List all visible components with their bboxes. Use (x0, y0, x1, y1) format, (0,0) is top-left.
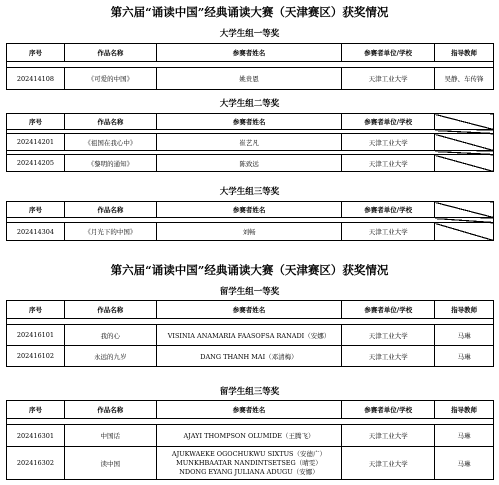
table-row (7, 68, 494, 90)
header-name: 参赛者姓名 (156, 114, 342, 130)
header-id: 序号 (7, 202, 65, 218)
header-work: 作品名称 (64, 301, 156, 319)
cell-teacher-empty (435, 223, 494, 241)
header-teacher: 指导教师 (435, 301, 494, 319)
cell-unit: 天津工业大学 (342, 447, 435, 480)
table-header-row (7, 202, 494, 218)
cell-work: 读中国 (64, 447, 156, 480)
name-line: AJUKWAEKE OGOCHUKWU SIXTUS（安德广） (171, 449, 327, 458)
header-work: 作品名称 (64, 114, 156, 130)
cell-name-multi (156, 447, 342, 480)
cell-work: 中国话 (64, 425, 156, 447)
cell-id: 202414205 (7, 155, 65, 172)
cell-id: 202414304 (7, 223, 65, 241)
group-title-intl-first: 留学生组一等奖 (219, 287, 280, 297)
table-intl-third (6, 400, 494, 480)
header-name: 参赛者姓名 (156, 44, 341, 62)
cell-unit: 天津工业大学 (342, 68, 435, 90)
cell-teacher: 马琳 (435, 425, 494, 447)
cell-teacher: 马琳 (435, 325, 494, 346)
header-teacher: 指导教师 (435, 401, 494, 419)
header-teacher-empty (435, 114, 494, 130)
cell-name: DANG THANH MAI（邓清梅） (156, 346, 342, 367)
table-row (7, 346, 494, 367)
cell-name: VISINIA ANAMARIA FAASOFSA RANADI（安娜） (156, 325, 342, 346)
header-id: 序号 (7, 401, 65, 419)
header-work: 作品名称 (64, 44, 156, 62)
cell-unit: 天津工业大学 (342, 325, 435, 346)
table-college-third (6, 201, 494, 241)
header-name: 参赛者姓名 (156, 301, 342, 319)
header-work: 作品名称 (64, 401, 156, 419)
table-intl-first (6, 300, 494, 367)
header-teacher: 指导教师 (435, 44, 494, 62)
group-title-college-first: 大学生组一等奖 (219, 29, 280, 39)
header-id: 序号 (7, 301, 65, 319)
cell-work: 我的心 (64, 325, 156, 346)
header-name: 参赛者姓名 (156, 202, 342, 218)
cell-id: 202416101 (7, 325, 65, 346)
cell-id: 202416102 (7, 346, 65, 367)
cell-id: 202414201 (7, 134, 65, 151)
header-unit: 参赛者单位/学校 (342, 114, 435, 130)
header-unit: 参赛者单位/学校 (342, 202, 435, 218)
cell-name: 刘畅 (156, 223, 342, 241)
cell-teacher-empty (435, 134, 494, 151)
table-row (7, 425, 494, 447)
cell-id: 202414108 (7, 68, 65, 90)
cell-work: 《祖国在我心中》 (64, 134, 156, 151)
table-row (7, 155, 494, 172)
header-unit: 参赛者单位/学校 (342, 301, 435, 319)
header-work: 作品名称 (64, 202, 156, 218)
cell-id: 202416301 (7, 425, 65, 447)
header-unit: 参赛者单位/学校 (342, 44, 435, 62)
table-header-row (7, 114, 494, 130)
cell-work: 永远的九岁 (64, 346, 156, 367)
table-header-row (7, 301, 494, 319)
cell-unit: 天津工业大学 (342, 425, 435, 447)
name-line: MUNKHBAATAR NANDINTSETSEG（晴雯） (176, 458, 322, 467)
header-id: 序号 (7, 114, 65, 130)
cell-name: 姚贵恩 (156, 68, 341, 90)
table-header-row (7, 44, 494, 62)
table-college-first (6, 43, 494, 90)
name-line: NDONG EYANG JULIANA ADUGU（安娜） (179, 467, 319, 476)
cell-name: AJAYI THOMPSON OLUMIDE（王腾飞） (156, 425, 342, 447)
cell-teacher: 马琳 (435, 447, 494, 480)
table-row (7, 325, 494, 346)
cell-unit: 天津工业大学 (342, 223, 435, 241)
page-title-2: 第六届“诵读中国”经典诵读大赛（天津赛区）获奖情况 (110, 263, 389, 277)
header-teacher-empty (435, 202, 494, 218)
cell-unit: 天津工业大学 (342, 134, 435, 151)
cell-teacher-empty (435, 155, 494, 172)
cell-teacher: 吴静、车传锋 (435, 68, 494, 90)
cell-work: 《月光下的中国》 (64, 223, 156, 241)
cell-work: 《黎明的通知》 (64, 155, 156, 172)
header-unit: 参赛者单位/学校 (342, 401, 435, 419)
table-row (7, 223, 494, 241)
cell-unit: 天津工业大学 (342, 155, 435, 172)
header-name: 参赛者姓名 (156, 401, 342, 419)
cell-work: 《可爱的中国》 (64, 68, 156, 90)
cell-name: 崔艺凡 (156, 134, 342, 151)
cell-unit: 天津工业大学 (342, 346, 435, 367)
cell-name: 陈致远 (156, 155, 342, 172)
cell-id: 202416302 (7, 447, 65, 480)
page-title: 第六届“诵读中国”经典诵读大赛（天津赛区）获奖情况 (110, 5, 389, 19)
group-title-college-third: 大学生组三等奖 (219, 187, 280, 197)
group-title-college-second: 大学生组二等奖 (219, 99, 280, 109)
group-title-intl-third: 留学生组三等奖 (219, 387, 280, 397)
table-college-second (6, 113, 494, 172)
cell-teacher: 马琳 (435, 346, 494, 367)
table-row (7, 134, 494, 151)
table-row (7, 447, 494, 480)
table-header-row (7, 401, 494, 419)
header-id: 序号 (7, 44, 65, 62)
